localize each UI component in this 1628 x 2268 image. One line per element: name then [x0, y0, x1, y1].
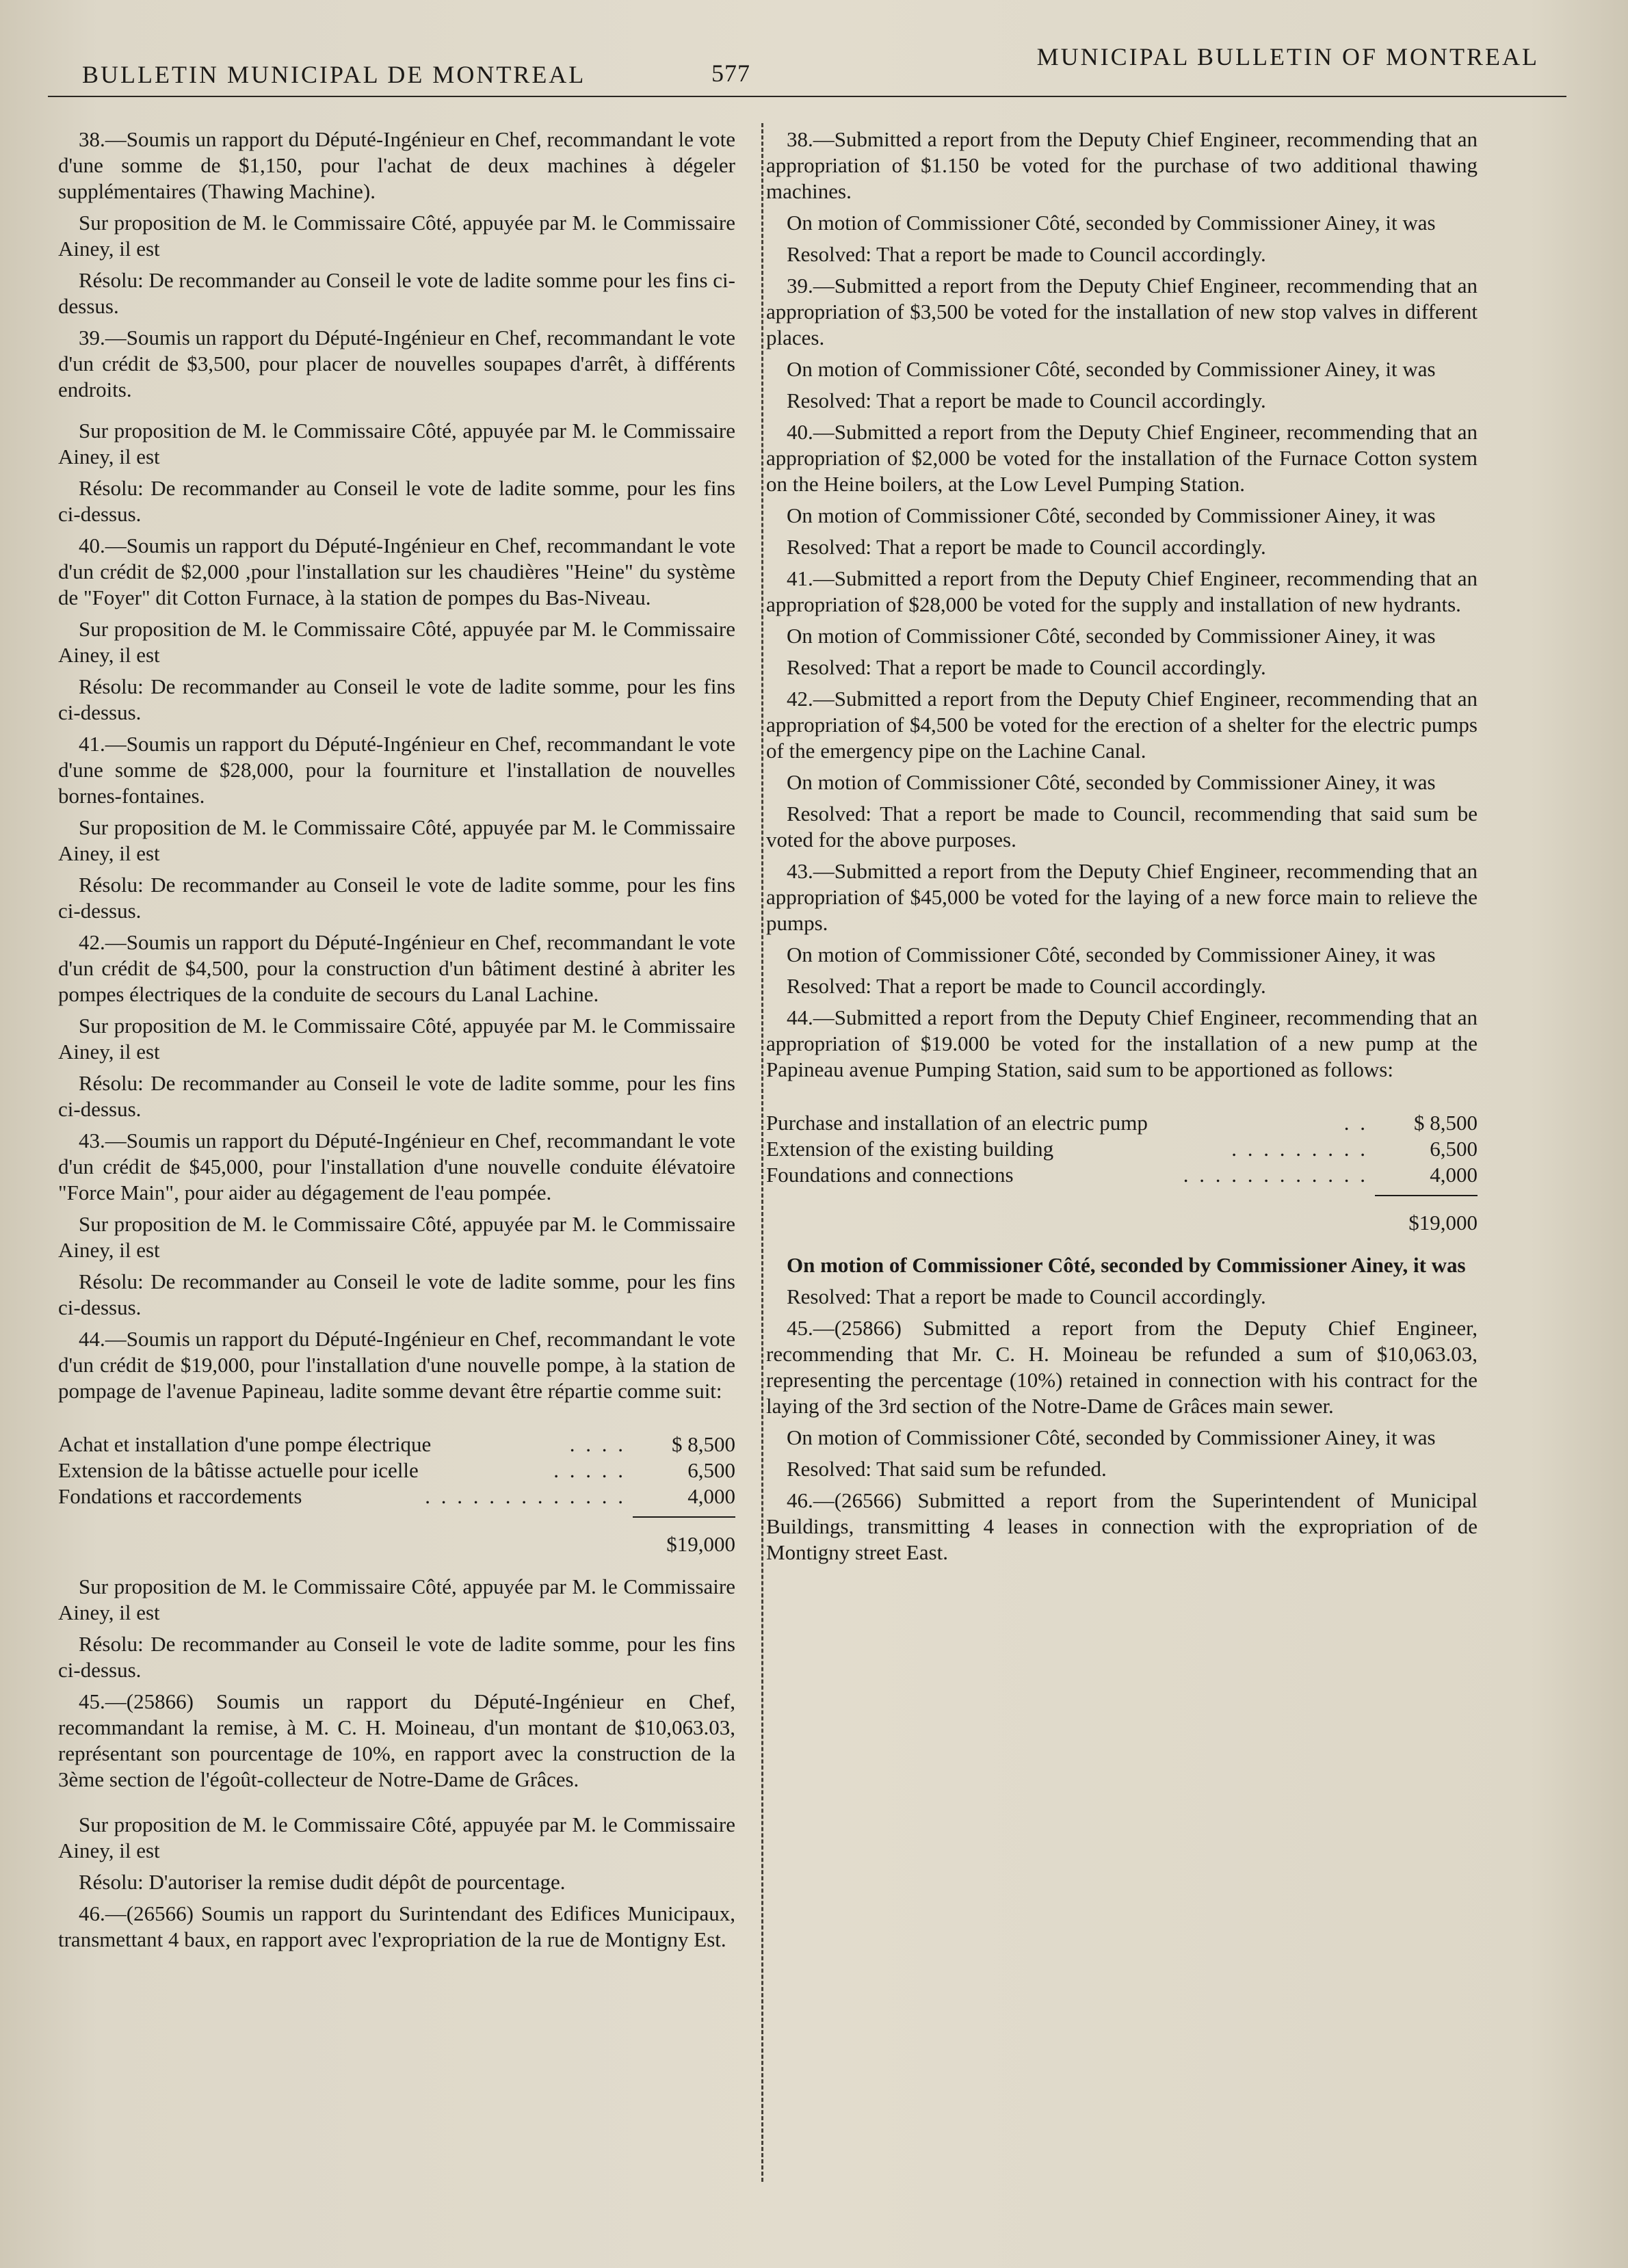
en-item-43-resolution: Resolved: That a report be made to Council accordingly.: [787, 974, 1266, 998]
row-amount: $ 8,500: [672, 1432, 735, 1456]
leader-dots: . . . . . . . . . . . . .: [425, 1484, 626, 1508]
fr-item-44-motion: Sur proposition de M. le Commissaire Côté, appuyée par M. le Commissaire Ainey, il est: [58, 1574, 735, 1624]
total-rule: [633, 1516, 735, 1518]
french-column: [58, 127, 735, 1958]
en-item-40-report: 40.—Submitted a report from the Deputy Chief Engineer, recommending that an appropriation of $2,000 be voted for the installation of the Furnace Cotton system on the Heine boilers, at the Low Level Pumping Station.: [766, 420, 1478, 496]
en-item-46-report: 46.—(26566) Submitted a report from the Superintendent of Municipal Buildings, transmitting 4 leases in connection with the expropriation of de Montigny street East.: [766, 1488, 1478, 1564]
table-total: $19,000: [1408, 1211, 1478, 1235]
en-item-38-report: 38.—Submitted a report from the Deputy Chief Engineer, recommending that an appropriation of $1.150 be voted for the purchase of two additional thawing machines.: [766, 127, 1478, 203]
row-label: Purchase and installation of an electric pump: [766, 1111, 1148, 1135]
en-item-42-resolution: Resolved: That a report be made to Council, recommending that said sum be voted for the above purposes.: [766, 802, 1478, 852]
en-item-39-report: 39.—Submitted a report from the Deputy Chief Engineer, recommending that an appropriation of $3,500 be voted for the installation of new stop valves in different places.: [766, 274, 1478, 350]
en-item-44-report: 44.—Submitted a report from the Deputy Chief Engineer, recommending that an appropriation of $19.000 be voted for the installation of a new pump at the Papineau avenue Pumping Station, said sum to be apportioned as follows:: [766, 1005, 1478, 1081]
fr-item-44-resolution: Résolu: De recommander au Conseil le vote de ladite somme, pour les fins ci-dessus.: [58, 1632, 735, 1682]
row-amount: $ 8,500: [1414, 1111, 1478, 1135]
fr-item-41-report: 41.—Soumis un rapport du Député-Ingénieur en Chef, recommandant le vote d'une somme de $28,000, pour la fourniture et l'installation de nouvelles bornes-fontaines.: [58, 732, 735, 808]
en-item-39-resolution: Resolved: That a report be made to Council accordingly.: [787, 388, 1266, 412]
en-item-43-motion: On motion of Commissioner Côté, seconded by Commissioner Ainey, it was: [787, 942, 1436, 966]
fr-item-39-motion: Sur proposition de M. le Commissaire Côté, appuyée par M. le Commissaire Ainey, il est: [58, 419, 735, 469]
en-item-38-motion: On motion of Commissioner Côté, seconded by Commissioner Ainey, it was: [787, 211, 1436, 235]
english-running-title: MUNICIPAL BULLETIN OF MONTREAL: [1036, 43, 1539, 70]
french-running-title: BULLETIN MUNICIPAL DE MONTREAL: [82, 61, 586, 88]
row-label: Extension of the existing building: [766, 1137, 1054, 1161]
table-row: [58, 1432, 735, 1458]
fr-item-40-motion: Sur proposition de M. le Commissaire Côté, appuyée par M. le Commissaire Ainey, il est: [58, 617, 735, 667]
page-number: 577: [711, 60, 750, 87]
fr-item-45-resolution: Résolu: D'autoriser la remise dudit dépôt de pourcentage.: [79, 1870, 566, 1894]
en-item-41-report: 41.—Submitted a report from the Deputy Chief Engineer, recommending that an appropriation of $28,000 be voted for the supply and installation of new hydrants.: [766, 566, 1478, 616]
fr-item-42-resolution: Résolu: De recommander au Conseil le vote de ladite somme, pour les fins ci-dessus.: [58, 1071, 735, 1121]
fr-item-41-resolution: Résolu: De recommander au Conseil le vote de ladite somme, pour les fins ci-dessus.: [58, 873, 735, 923]
row-amount: 6,500: [1430, 1137, 1478, 1161]
fr-item-40-resolution: Résolu: De recommander au Conseil le vote de ladite somme, pour les fins ci-dessus.: [58, 674, 735, 724]
en-item-40-motion: On motion of Commissioner Côté, seconded by Commissioner Ainey, it was: [787, 503, 1436, 527]
en-item-44-resolution: Resolved: That a report be made to Council accordingly.: [787, 1284, 1266, 1308]
en-item-45-resolution: Resolved: That said sum be refunded.: [787, 1457, 1107, 1481]
column-divider: [761, 123, 763, 2182]
english-column: [766, 127, 1478, 1571]
en-item-45-motion: On motion of Commissioner Côté, seconded by Commissioner Ainey, it was: [787, 1425, 1436, 1449]
total-rule: [1375, 1195, 1478, 1196]
fr-item-38-motion: Sur proposition de M. le Commissaire Côté, appuyée par M. le Commissaire Ainey, il est: [58, 211, 735, 261]
table-row: [766, 1136, 1478, 1162]
table-row: [58, 1484, 735, 1509]
fr-item-46-report: 46.—(26566) Soumis un rapport du Surintendant des Edifices Municipaux, transmettant 4 baux, en rapport avec l'expropriation de la rue de Montigny Est.: [58, 1901, 735, 1951]
fr-item-45-motion: Sur proposition de M. le Commissaire Côté, appuyée par M. le Commissaire Ainey, il est: [58, 1812, 735, 1862]
en-item-41-motion: On motion of Commissioner Côté, seconded by Commissioner Ainey, it was: [787, 624, 1436, 648]
fr-item-45-report: 45.—(25866) Soumis un rapport du Député-Ingénieur en Chef, recommandant la remise, à M. C. H. Moineau, d'un montant de $10,063.03, représentant son pourcentage de 10%, en rapport avec la construction de la 3ème section de l'égoût-collecteur de Notre-Dame de Grâces.: [58, 1689, 735, 1791]
fr-item-38-resolution: Résolu: De recommander au Conseil le vote de ladite somme pour les fins ci-dessus.: [58, 268, 735, 318]
en-item-39-motion: On motion of Commissioner Côté, seconded by Commissioner Ainey, it was: [787, 357, 1436, 381]
table-row: [766, 1110, 1478, 1136]
en-item-45-report: 45.—(25866) Submitted a report from the Deputy Chief Engineer, recommending that Mr. C. H. Moineau be refunded a sum of $10,063.03, representing the percentage (10%) retained in connection with his contract for the laying of the 3rd section of the Notre-Dame de Grâces main sewer.: [766, 1316, 1478, 1418]
header-rule: [48, 96, 1566, 97]
table-row: [766, 1162, 1478, 1188]
fr-item-38-report: 38.—Soumis un rapport du Député-Ingénieur en Chef, recommandant le vote d'une somme de $1,150, pour l'achat de deux machines à dégeler supplémentaires (Thawing Machine).: [58, 127, 735, 203]
fr-apportionment-table: [58, 1432, 735, 1557]
row-label: Extension de la bâtisse actuelle pour icelle: [58, 1458, 419, 1482]
fr-item-41-motion: Sur proposition de M. le Commissaire Côté, appuyée par M. le Commissaire Ainey, il est: [58, 815, 735, 865]
leader-dots: . .: [1343, 1111, 1368, 1135]
leader-dots: . . . . .: [553, 1458, 626, 1482]
table-row: [58, 1458, 735, 1484]
row-amount: 6,500: [687, 1458, 735, 1482]
fr-item-40-report: 40.—Soumis un rapport du Député-Ingénieur en Chef, recommandant le vote d'un crédit de $2,000 ,pour l'installation sur les chaudières "Heine" du système de "Foyer" dit Cotton Furnace, à la station de pompes du Bas-Niveau.: [58, 533, 735, 609]
row-label: Fondations et raccordements: [58, 1484, 302, 1508]
fr-item-43-resolution: Résolu: De recommander au Conseil le vote de ladite somme, pour les fins ci-dessus.: [58, 1269, 735, 1319]
en-item-41-resolution: Resolved: That a report be made to Council accordingly.: [787, 655, 1266, 679]
row-amount: 4,000: [687, 1484, 735, 1508]
fr-item-44-report: 44.—Soumis un rapport du Député-Ingénieur en Chef, recommandant le vote d'un crédit de $19,000, pour l'installation d'une nouvelle pompe, à la station de pompage de l'avenue Papineau, ladite somme devant être répartie comme suit:: [58, 1327, 735, 1403]
fr-item-42-motion: Sur proposition de M. le Commissaire Côté, appuyée par M. le Commissaire Ainey, il est: [58, 1014, 735, 1064]
en-item-43-report: 43.—Submitted a report from the Deputy Chief Engineer, recommending that an appropriation of $45,000 be voted for the laying of a new force main to relieve the pumps.: [766, 859, 1478, 935]
leader-dots: . . . . . . . . . . . .: [1183, 1163, 1368, 1187]
row-label: Foundations and connections: [766, 1163, 1014, 1187]
leader-dots: . . . .: [569, 1432, 626, 1456]
leader-dots: . . . . . . . . .: [1231, 1137, 1368, 1161]
fr-item-43-report: 43.—Soumis un rapport du Député-Ingénieur en Chef, recommandant le vote d'un crédit de $45,000, pour l'installation d'une nouvelle conduite élévatoire "Force Main", pour aider au dégagement de l'eau pompée.: [58, 1129, 735, 1204]
fr-item-42-report: 42.—Soumis un rapport du Député-Ingénieur en Chef, recommandant le vote d'un crédit de $4,500, pour la construction d'un bâtiment destiné à abriter les pompes électriques de la conduite de secours du Lanal Lachine.: [58, 930, 735, 1006]
page-header: [75, 40, 1546, 101]
en-item-40-resolution: Resolved: That a report be made to Council accordingly.: [787, 535, 1266, 559]
fr-item-39-resolution: Résolu: De recommander au Conseil le vote de ladite somme, pour les fins ci-dessus.: [58, 476, 735, 526]
row-label: Achat et installation d'une pompe électrique: [58, 1432, 432, 1456]
en-item-44-motion: On motion of Commissioner Côté, seconded by Commissioner Ainey, it was: [787, 1253, 1466, 1277]
en-item-42-motion: On motion of Commissioner Côté, seconded by Commissioner Ainey, it was: [787, 770, 1436, 794]
en-item-38-resolution: Resolved: That a report be made to Council accordingly.: [787, 242, 1266, 266]
fr-item-43-motion: Sur proposition de M. le Commissaire Côté, appuyée par M. le Commissaire Ainey, il est: [58, 1212, 735, 1262]
table-total: $19,000: [666, 1532, 735, 1556]
en-apportionment-table: [766, 1110, 1478, 1236]
row-amount: 4,000: [1430, 1163, 1478, 1187]
en-item-42-report: 42.—Submitted a report from the Deputy Chief Engineer, recommending that an appropriation of $4,500 be voted for the erection of a shelter for the electric pumps of the emergency pipe on the Lachine Canal.: [766, 687, 1478, 763]
fr-item-39-report: 39.—Soumis un rapport du Député-Ingénieur en Chef, recommandant le vote d'un crédit de $3,500, pour placer de nouvelles soupapes d'arrêt, à différents endroits.: [58, 326, 735, 401]
